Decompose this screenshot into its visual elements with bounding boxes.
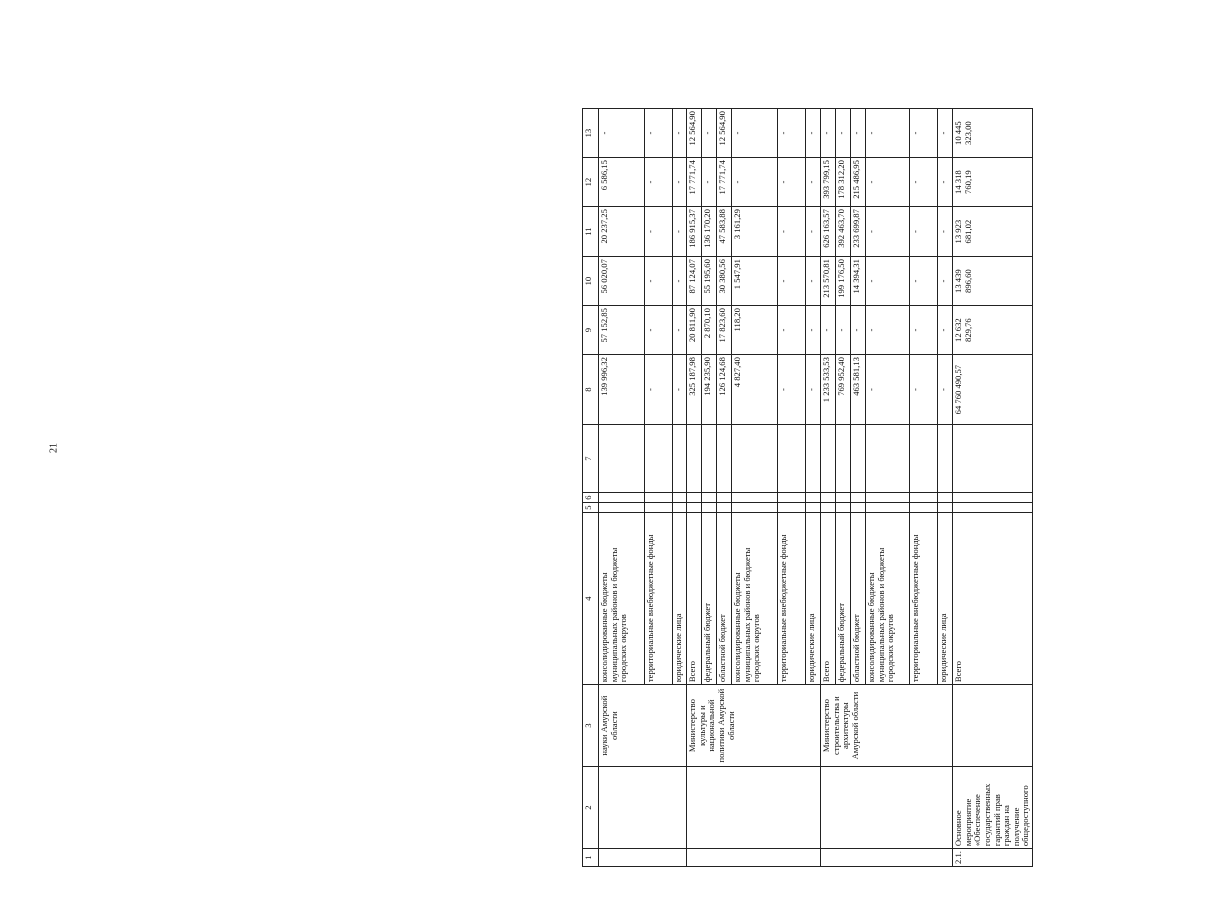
value-cell: - [938,109,953,158]
agency-cell: Министерство строительства и архитектуры Амурской области [821,685,953,767]
value-cell: 6 586,15 [599,158,645,207]
table-cell [938,503,953,513]
table-cell [910,493,938,503]
table-cell [778,493,806,503]
table-cell [717,425,732,493]
table-cell [836,493,851,503]
table-cell [821,493,836,503]
header-cell: 9 [583,306,599,355]
value-cell: - [732,109,778,158]
value-cell: - [910,109,938,158]
header-cell: 11 [583,207,599,257]
value-cell: 14 318 760,19 [953,158,1033,207]
funding-source-cell: федеральный бюджет [702,513,717,685]
header-cell: 4 [583,513,599,685]
value-cell: 463 581,13 [851,355,866,425]
table-cell [732,503,778,513]
table-cell [851,493,866,503]
funding-source-cell: федеральный бюджет [836,513,851,685]
value-cell: 136 170,20 [702,207,717,257]
table-cell [702,493,717,503]
agency-cell: Министерство культуры и национальной политики Амурской области [687,685,821,767]
row-number-cell [599,849,687,867]
funding-source-cell: консолидированные бюджеты муниципальных районов и бюджеты городских округов [732,513,778,685]
header-cell: 2 [583,767,599,849]
header-cell: 7 [583,425,599,493]
table-cell [821,425,836,493]
value-cell: - [836,306,851,355]
table-cell [673,503,687,513]
value-cell: 17 771,74 [717,158,732,207]
value-cell: 393 799,15 [821,158,836,207]
table-cell [732,425,778,493]
value-cell: - [778,158,806,207]
measure-cell [599,767,687,849]
table-cell [673,425,687,493]
value-cell: 2 870,10 [702,306,717,355]
table-cell [645,503,673,513]
value-cell: - [673,158,687,207]
funding-source-cell: Всего [687,513,702,685]
value-cell: 118,20 [732,306,778,355]
table-cell [702,425,717,493]
value-cell: - [673,355,687,425]
value-cell: 13 439 896,60 [953,257,1033,306]
table-cell [687,503,702,513]
value-cell: - [866,306,910,355]
value-cell: - [910,355,938,425]
table-cell [687,425,702,493]
value-cell: 1 233 533,53 [821,355,836,425]
value-cell: - [938,207,953,257]
funding-source-cell: Всего [821,513,836,685]
value-cell: - [836,109,851,158]
header-cell: 12 [583,158,599,207]
table-cell [599,425,645,493]
value-cell: - [778,207,806,257]
table-cell [717,493,732,503]
measure-cell [821,767,953,849]
value-cell: 178 312,20 [836,158,851,207]
value-cell: - [645,109,673,158]
value-cell: 13 923 681,02 [953,207,1033,257]
value-cell: - [938,257,953,306]
table-cell [599,493,645,503]
value-cell: - [702,109,717,158]
value-cell: - [732,158,778,207]
table-cell [866,503,910,513]
value-cell: - [673,306,687,355]
value-cell: - [866,109,910,158]
value-cell: - [599,109,645,158]
table-row [953,109,1033,867]
value-cell: - [851,306,866,355]
value-cell: - [910,257,938,306]
agency-cell: науки Амурской области [599,685,687,767]
measure-cell [687,767,821,849]
value-cell: 12 564,90 [687,109,702,158]
value-cell: - [806,109,821,158]
funding-source-cell: консолидированные бюджеты муниципальных районов и бюджеты городских округов [866,513,910,685]
row-number-cell [687,849,821,867]
table-cell [717,503,732,513]
funding-source-cell: юридические лица [806,513,821,685]
value-cell: - [806,306,821,355]
value-cell: 56 020,07 [599,257,645,306]
table-cell [910,503,938,513]
value-cell: - [778,355,806,425]
value-cell: 126 124,68 [717,355,732,425]
agency-cell [953,685,1033,767]
value-cell: - [866,158,910,207]
value-cell: - [938,306,953,355]
value-cell: 87 124,07 [687,257,702,306]
table-cell [836,425,851,493]
funding-source-cell: юридические лица [938,513,953,685]
value-cell: 55 195,60 [702,257,717,306]
table-cell [953,493,1033,503]
funding-source-cell: юридические лица [673,513,687,685]
table-cell [910,425,938,493]
value-cell: 4 827,40 [732,355,778,425]
value-cell: - [866,257,910,306]
value-cell: 194 235,90 [702,355,717,425]
value-cell: 14 394,31 [851,257,866,306]
funding-source-cell: территориальные внебюджетные фонды [645,513,673,685]
table-cell [673,493,687,503]
table-cell [851,425,866,493]
funding-source-cell: территориальные внебюджетные фонды [778,513,806,685]
table-cell [866,493,910,503]
value-cell: 199 176,50 [836,257,851,306]
table-cell [645,425,673,493]
table-cell [953,425,1033,493]
table-cell [851,503,866,513]
value-cell: 12 564,90 [717,109,732,158]
page-number: 21 [48,443,60,453]
table-cell [938,425,953,493]
value-cell: 325 187,98 [687,355,702,425]
value-cell: - [778,306,806,355]
table-cell [702,503,717,513]
value-cell: 215 486,95 [851,158,866,207]
table-cell [645,493,673,503]
value-cell: - [851,109,866,158]
table-cell [778,425,806,493]
table-cell [836,503,851,513]
table-cell [806,503,821,513]
value-cell: - [938,355,953,425]
header-cell: 5 [583,503,599,513]
value-cell: 213 570,81 [821,257,836,306]
value-cell: 64 760 490,57 [953,355,1033,425]
value-cell: 47 583,88 [717,207,732,257]
funding-source-cell: областной бюджет [851,513,866,685]
value-cell: 57 152,85 [599,306,645,355]
table-cell [953,503,1033,513]
value-cell: - [806,257,821,306]
funding-source-cell: территориальные внебюджетные фонды [910,513,938,685]
table-cell [806,493,821,503]
row-number-cell: 2.1. [953,849,1033,867]
value-cell: 186 915,37 [687,207,702,257]
header-cell: 3 [583,685,599,767]
table-row [821,109,836,867]
measure-cell: Основное мероприятие «Обеспечение государственных гарантий прав граждан на получение общедоступного [953,767,1033,849]
value-cell: - [806,207,821,257]
column-number-row [583,109,599,867]
value-cell: - [910,306,938,355]
value-cell: - [821,109,836,158]
funding-source-cell: консолидированные бюджеты муниципальных районов и бюджеты городских округов [599,513,645,685]
row-number-cell [821,849,953,867]
header-cell: 8 [583,355,599,425]
value-cell: 20 237,25 [599,207,645,257]
rotated-table-container [582,0,1222,867]
value-cell: 626 163,57 [821,207,836,257]
funding-table [582,108,1033,867]
value-cell: - [910,207,938,257]
value-cell: 1 547,91 [732,257,778,306]
table-row [599,109,645,867]
value-cell: 10 445 323,00 [953,109,1033,158]
header-cell: 13 [583,109,599,158]
value-cell: - [645,306,673,355]
value-cell: 20 811,90 [687,306,702,355]
header-cell: 10 [583,257,599,306]
funding-source-cell: областной бюджет [717,513,732,685]
value-cell: - [702,158,717,207]
value-cell: - [673,257,687,306]
table-cell [866,425,910,493]
value-cell: - [778,257,806,306]
value-cell: 769 952,40 [836,355,851,425]
funding-source-cell: Всего [953,513,1033,685]
table-row [687,109,702,867]
value-cell: - [645,355,673,425]
value-cell: - [645,158,673,207]
value-cell: 17 823,60 [717,306,732,355]
table-cell [732,493,778,503]
value-cell: - [938,158,953,207]
value-cell: - [821,306,836,355]
table-cell [599,503,645,513]
value-cell: 17 771,74 [687,158,702,207]
table-cell [821,503,836,513]
table-cell [778,503,806,513]
header-cell: 6 [583,493,599,503]
value-cell: 30 380,56 [717,257,732,306]
value-cell: - [673,207,687,257]
value-cell: - [806,355,821,425]
value-cell: - [866,207,910,257]
header-cell: 1 [583,849,599,867]
table-cell [938,493,953,503]
value-cell: 392 463,70 [836,207,851,257]
value-cell: - [806,158,821,207]
value-cell: 3 161,29 [732,207,778,257]
value-cell: - [910,158,938,207]
value-cell: - [866,355,910,425]
value-cell: - [645,257,673,306]
value-cell: - [645,207,673,257]
table-cell [687,493,702,503]
value-cell: - [778,109,806,158]
value-cell: - [673,109,687,158]
table-cell [806,425,821,493]
value-cell: 233 699,87 [851,207,866,257]
value-cell: 12 632 829,76 [953,306,1033,355]
value-cell: 139 996,32 [599,355,645,425]
